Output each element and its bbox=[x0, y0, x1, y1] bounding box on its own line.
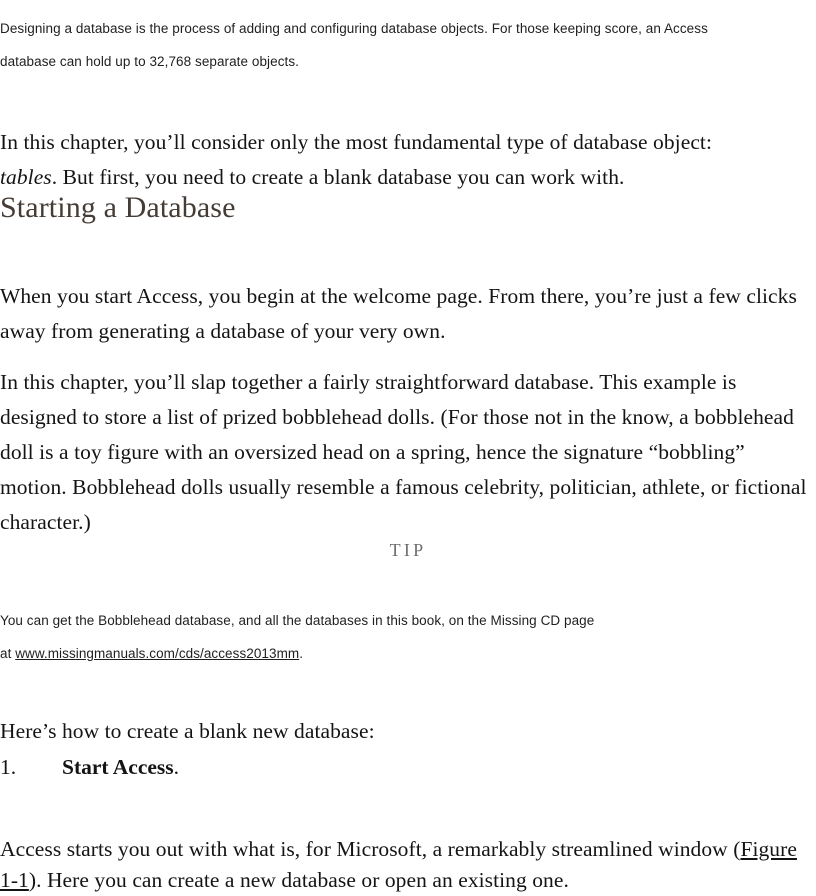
paragraph-chapter-intro-text-after: . But first, you need to create a blank database you can work with. bbox=[51, 164, 625, 189]
tip-body-line-2-suffix: . bbox=[299, 646, 304, 661]
step-number: 1. bbox=[0, 755, 17, 779]
tip-label: TIP bbox=[389, 540, 427, 560]
step-bold-instruction: Start Access bbox=[62, 755, 174, 779]
paragraph-bobblehead-example: In this chapter, you’ll slap together a fairly straightforward database. This example is designed to store a list of prized bobblehead dolls. (For those not in the know, a bobblehead doll is a toy figure with an oversized head on a spring, hence the signature “bobbling” motion. Bobblehead dolls usually resemble a famous celebrity, politician, athlete, or fictional character.) bbox=[0, 369, 807, 534]
figure-1-1-crossref-link[interactable]: Figure 1-1 bbox=[0, 836, 797, 892]
paragraph-chapter-intro-text-before: In this chapter, you’ll consider only the most fundamental type of database object: bbox=[0, 129, 712, 154]
numbered-step-1 bbox=[0, 752, 700, 782]
step-trailing-punctuation: . bbox=[173, 755, 180, 779]
tip-body-block bbox=[0, 604, 760, 670]
paragraph-figure-text-before: Access starts you out with what is, for Microsoft, a remarkably streamlined window ( bbox=[0, 836, 741, 861]
tip-body-line-1: You can get the Bobblehead database, and all the databases in this book, on the Missing CD page bbox=[0, 613, 595, 628]
paragraph-figure-reference bbox=[0, 834, 812, 896]
paragraph-figure-text-after: ). Here you can create a new database or open an existing one. bbox=[28, 867, 569, 892]
paragraph-chapter-intro bbox=[0, 125, 760, 195]
tip-body-line-2 bbox=[0, 637, 760, 670]
paragraph-welcome-page: When you start Access, you begin at the welcome page. From there, you’re just a few clicks away from generating a database of your very own. bbox=[0, 283, 797, 343]
section-heading-starting-a-database: Starting a Database bbox=[0, 191, 236, 224]
intro-note-line-1: Designing a database is the process of adding and configuring database objects. For those keeping score, an Access bbox=[0, 21, 708, 36]
missing-cd-url-link[interactable]: www.missingmanuals.com/cds/access2013mm bbox=[15, 646, 300, 661]
paragraph-how-to-create: Here’s how to create a blank new database: bbox=[0, 718, 375, 743]
tip-body-line-2-prefix: at bbox=[0, 646, 16, 661]
paragraph-chapter-intro-italic-term: tables bbox=[0, 164, 52, 189]
intro-note-line-2: database can hold up to 32,768 separate objects. bbox=[0, 54, 299, 69]
step-text bbox=[62, 752, 700, 782]
intro-note-block bbox=[0, 12, 816, 78]
